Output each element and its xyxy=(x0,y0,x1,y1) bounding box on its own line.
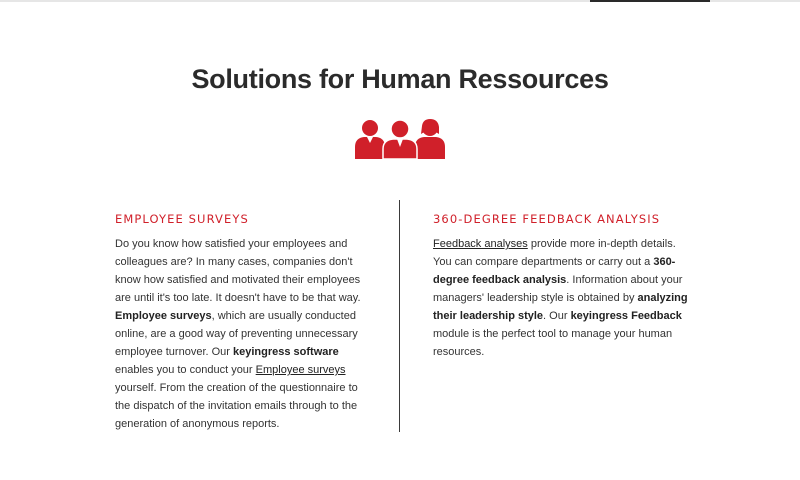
feedback-heading: 360-DEGREE FEEDBACK ANALYSIS xyxy=(433,212,661,226)
top-border-accent xyxy=(590,0,710,2)
fb-bold-1: 360-degree feedback analysis xyxy=(433,256,676,286)
fb-text-3: . Our xyxy=(543,310,571,322)
es-bold-2: keyingress software xyxy=(233,346,339,358)
feedback-analyses-link[interactable]: Feedback analyses xyxy=(433,238,528,250)
page-title: Solutions for Human Ressources xyxy=(191,64,609,94)
fb-bold-2: analyzing their leadership style xyxy=(433,292,688,322)
es-text-4: yourself. From the creation of the questionnaire to the dispatch of the invitation emails through to the generation of anonymous reports. xyxy=(115,382,358,430)
fb-text-1: provide more in-depth details. You can compare departments or carry out a xyxy=(433,238,676,268)
es-text-2: , which are usually conducted online, are a good way of preventing unnecessary employee turnover. Our xyxy=(115,310,358,358)
es-text-1: Do you know how satisfied your employees and colleagues are? In many cases, companies don't know how satisfied and motivated their employees are until it's too late. It doesn't have to be that way. xyxy=(115,238,361,304)
column-divider xyxy=(399,200,400,432)
people-group-icon xyxy=(353,117,447,159)
feedback-section xyxy=(433,212,695,361)
fb-bold-3: keyingress Feedback xyxy=(570,310,682,322)
es-bold-1: Employee surveys xyxy=(115,310,212,322)
fb-text-2: . Information about your managers' leadership style is obtained by xyxy=(433,274,683,304)
employee-surveys-text xyxy=(115,235,375,433)
es-text-3: enables you to conduct your xyxy=(115,364,256,376)
employee-surveys-heading: EMPLOYEE SURVEYS xyxy=(115,212,249,226)
employee-surveys-link[interactable]: Employee surveys xyxy=(255,364,346,376)
fb-text-4: module is the perfect tool to manage your human resources. xyxy=(433,328,673,358)
feedback-text xyxy=(433,235,695,361)
employee-surveys-section xyxy=(115,212,375,433)
